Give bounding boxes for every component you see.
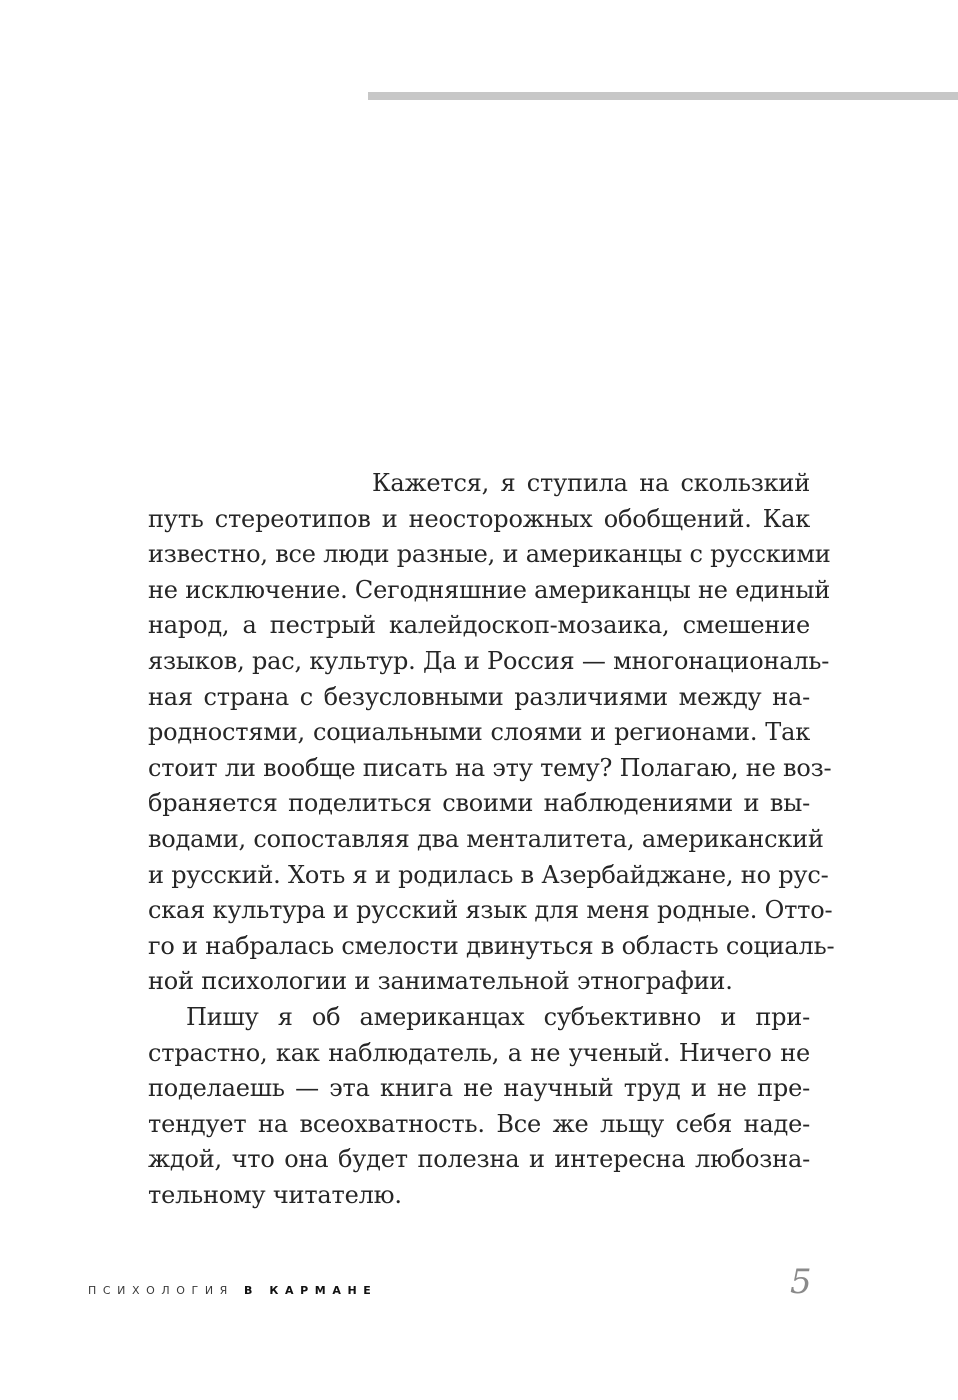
text-line: Пишу я об американцах субъективно и при- (186, 1002, 810, 1031)
text-line: народ, а пестрый калейдоскоп-мозаика, смешение (148, 611, 810, 640)
text-line: тендует на всеохватность. Все же льщу себя наде- (148, 1109, 810, 1138)
text-line: не исключение. Сегодняшние американцы не единый (148, 575, 831, 604)
text-line: Кажется, я ступила на скользкий (372, 469, 810, 497)
series-suffix: В КАРМАНЕ (244, 1284, 378, 1297)
body-text (148, 466, 835, 1213)
text-line: известно, все люди разные, и американцы с русскими (148, 540, 831, 569)
text-line: поделаешь — эта книга не научный труд и не пре- (148, 1074, 810, 1103)
running-footer-series (88, 1284, 377, 1297)
text-line: путь стереотипов и неосторожных обобщений. Как (148, 504, 810, 533)
text-line: водами, сопоставляя два менталитета, американский (148, 824, 824, 853)
text-line: го и набралась смелости двинуться в область социаль- (148, 931, 835, 960)
series-prefix: ПСИХОЛОГИЯ (88, 1284, 234, 1297)
paragraph-1 (148, 466, 835, 1000)
text-line: ждой, что она будет полезна и интересна любозна- (148, 1145, 810, 1174)
text-line: браняется поделиться своими наблюдениями и вы- (148, 789, 810, 818)
paragraph-2 (148, 1000, 810, 1214)
text-line: тельному читателю. (148, 1180, 402, 1209)
text-line: стоит ли вообще писать на эту тему? Полагаю, не воз- (148, 753, 832, 782)
text-line: и русский. Хоть я и родилась в Азербайджане, но рус- (148, 860, 829, 889)
text-line: ной психологии и занимательной этнографии. (148, 967, 733, 996)
text-line: языков, рас, культур. Да и Россия — многонациональ- (148, 646, 830, 675)
text-line: страстно, как наблюдатель, а не ученый. Ничего не (148, 1038, 810, 1067)
text-line: родностями, социальными слоями и регионами. Так (148, 718, 810, 747)
top-rule (368, 92, 958, 100)
text-line: ная страна с безусловными различиями между на- (148, 682, 810, 711)
page-number: 5 (790, 1262, 812, 1302)
text-line: ская культура и русский язык для меня родные. Отто- (148, 896, 833, 925)
